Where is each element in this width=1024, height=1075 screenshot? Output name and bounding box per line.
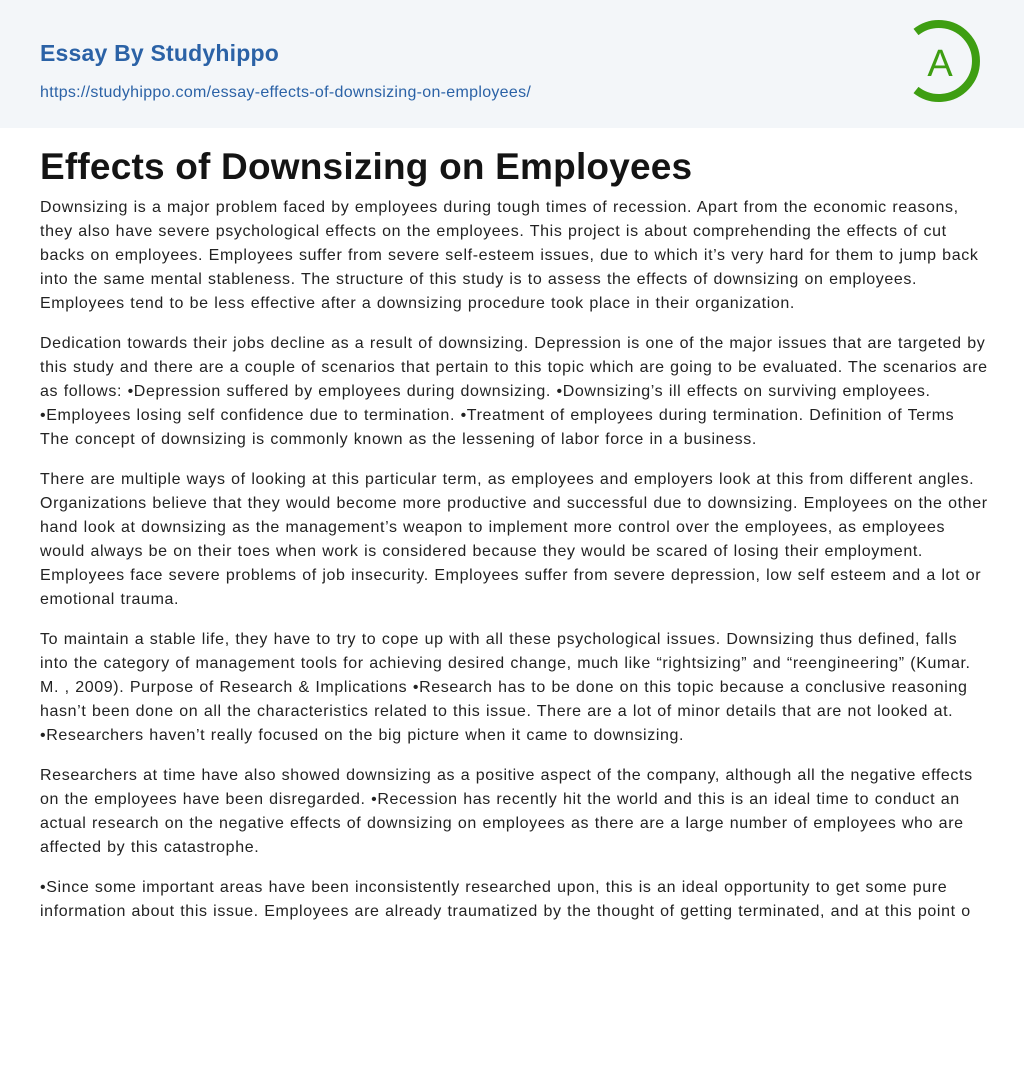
essay-paragraph: •Since some important areas have been inconsistently researched upon, this is an ideal opportunity to get some pure information about this issue. Employees are already traumatized by the thought of getting terminated, and at this point o [40,879,971,920]
essay-paragraph: Downsizing is a major problem faced by employees during tough times of recession. Apart from the economic reasons, they also have severe psychological effects on the employees. This project is about comprehending the effects of cut backs on employees. Employees suffer from severe self-esteem issues, due to which it’s very hard for them to jump back into the same mental stableness. The structure of this study is to assess the effects of downsizing on employees. Employees tend to be less effective after a downsizing procedure took place in their organization. [40,199,979,312]
essay-paragraph: Researchers at time have also showed downsizing as a positive aspect of the company, although all the negative effects on the employees have been disregarded. •Recession has recently hit the world and this is an ideal time to conduct an actual research on the negative effects of downsizing on employees as there are a large number of employees who are affected by this catastrophe. [40,767,973,856]
essay-paragraph: Dedication towards their jobs decline as a result of downsizing. Depression is one of the major issues that are targeted by this study and there are a couple of scenarios that pertain to this topic which are going to be evaluated. The scenarios are as follows: •Depression suffered by employees during downsizing. •Downsizing’s ill effects on surviving employees. •Employees losing self confidence due to termination. •Treatment of employees during termination. Definition of Terms The concept of downsizing is commonly known as the lessening of labor force in a business. [40,335,988,448]
page-title: Effects of Downsizing on Employees [40,146,693,187]
logo-letter: A [927,43,953,85]
essay-paragraph: To maintain a stable life, they have to try to cope up with all these psychological issues. Downsizing thus defined, falls into the category of management tools for achieving desired change, much like “rightsizing” and “reengineering” (Kumar. M. , 2009). Purpose of Research & Implications •Research has to be done on this topic because a conclusive reasoning hasn’t been done on all the characteristics related to this issue. There are a lot of minor details that are not looked at. •Researchers haven’t really focused on the big picture when it came to downsizing. [40,631,971,744]
essay-paragraph: There are multiple ways of looking at this particular term, as employees and employers look at this from different angles. Organizations believe that they would become more productive and successful due to downsizing. Employees on the other hand look at downsizing as the management’s weapon to implement more control over the employees, as employees would always be on their toes when work is considered because they would be scared of losing their employment. Employees face severe problems of job insecurity. Employees suffer from severe depression, low self esteem and a lot or emotional trauma. [40,471,988,608]
essay-body [40,196,988,940]
essay-url-link[interactable]: https://studyhippo.com/essay-effects-of-downsizing-on-employees/ [40,84,532,101]
logo-ring-icon [904,18,986,104]
studyhippo-logo[interactable] [904,18,986,104]
site-title: Essay By Studyhippo [40,40,279,66]
